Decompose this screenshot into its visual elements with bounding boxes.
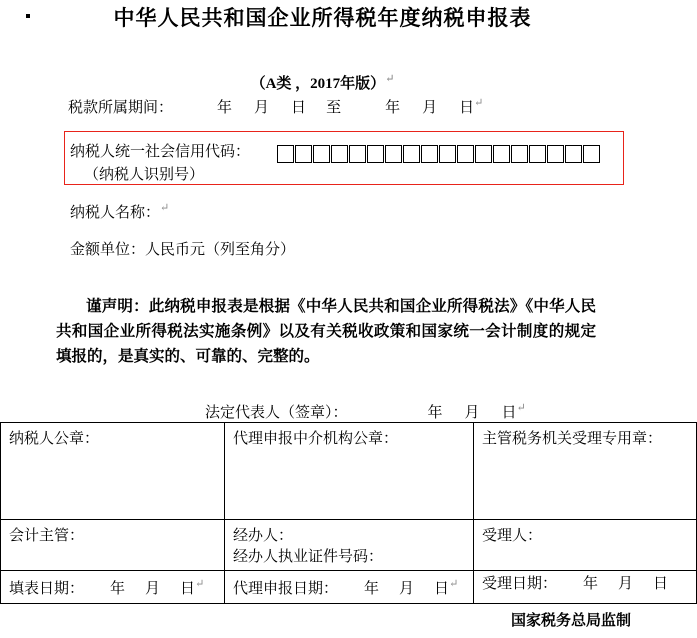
period-year-2: 年	[385, 100, 401, 116]
credit-code-label: 纳税人统一社会信用代码：	[70, 144, 251, 160]
cell-agent-date[interactable]	[225, 571, 474, 604]
acceptor-label: 受理人：	[482, 528, 543, 544]
agent-date-label: 代理申报日期：	[233, 581, 339, 597]
credit-code-cell[interactable]	[529, 145, 546, 163]
credit-code-cell[interactable]	[421, 145, 438, 163]
cell-accept-date[interactable]	[474, 571, 697, 604]
credit-code-cell[interactable]	[457, 145, 474, 163]
credit-code-cell[interactable]	[385, 145, 402, 163]
agent-date-day: 日	[434, 581, 450, 597]
taxpayer-name-text: 纳税人名称：	[70, 205, 161, 221]
accept-date-row	[482, 574, 688, 595]
cell-tax-authority-seal[interactable]	[474, 423, 697, 520]
fill-date-label: 填表日期：	[9, 581, 85, 597]
tax-authority-seal-label: 主管税务机关受理专用章：	[482, 431, 663, 447]
table-row	[1, 423, 697, 520]
agent-handler-license-label: 经办人执业证件号码：	[233, 549, 384, 565]
tax-period-label: 税款所属期间：	[68, 100, 174, 116]
accept-date-year: 年	[583, 576, 599, 592]
agent-date-month: 月	[399, 581, 415, 597]
period-to: 至	[326, 100, 342, 116]
paragraph-mark-icon: ↵	[516, 402, 526, 414]
taxpayer-seal-label: 纳税人公章：	[9, 431, 100, 447]
credit-code-cell[interactable]	[547, 145, 564, 163]
period-month-1: 月	[254, 100, 270, 116]
credit-code-cell[interactable]	[511, 145, 528, 163]
credit-code-cell[interactable]	[583, 145, 600, 163]
period-month-2: 月	[422, 100, 438, 116]
accept-date-day: 日	[653, 576, 669, 592]
credit-code-cell[interactable]	[277, 145, 294, 163]
accounting-supervisor-label: 会计主管：	[9, 528, 85, 544]
cell-agent-seal[interactable]	[225, 423, 474, 520]
paragraph-mark-icon: ↵	[160, 202, 170, 214]
legal-rep-month: 月	[464, 405, 480, 421]
agent-handler-label: 经办人：	[233, 528, 294, 544]
signature-table	[0, 422, 697, 604]
footer-issuer: 国家税务总局监制	[510, 613, 631, 629]
form-subtitle-text: （A类 ，2017年版）	[250, 76, 386, 92]
fill-date-row	[9, 574, 216, 600]
taxpayer-name-label	[70, 201, 169, 222]
amount-unit-label: 金额单位：人民币元（列至角分）	[70, 242, 296, 258]
credit-code-cell[interactable]	[403, 145, 420, 163]
subtitle-mark: ↵	[385, 73, 395, 85]
fill-date-year: 年	[110, 581, 126, 597]
period-year-1: 年	[217, 100, 233, 116]
credit-code-cell[interactable]	[367, 145, 384, 163]
cell-agent-handler[interactable]	[225, 520, 474, 571]
credit-code-cell[interactable]	[349, 145, 366, 163]
cell-acceptor[interactable]	[474, 520, 697, 571]
taxpayer-id-label: （纳税人识别号）	[84, 167, 205, 183]
accept-date-month: 月	[618, 576, 634, 592]
credit-code-cell[interactable]	[331, 145, 348, 163]
declaration-paragraph: 谨声明：此纳税申报表是根据《中华人民共和国企业所得税法》《中华人民共和国企业所得税法实施条例》以及有关税收政策和国家统一会计制度的规定填报的，是真实的、可靠的、完整的。	[56, 298, 596, 365]
legal-rep-day: 日	[501, 405, 517, 421]
legal-rep-year: 年	[427, 405, 443, 421]
page-title: 中华人民共和国企业所得税年度纳税申报表	[113, 6, 532, 30]
cell-fill-date[interactable]	[1, 571, 225, 604]
paragraph-mark-icon: ↵	[449, 578, 459, 590]
credit-code-cell[interactable]	[295, 145, 312, 163]
period-day-1: 日	[291, 100, 307, 116]
credit-code-cell[interactable]	[493, 145, 510, 163]
accept-date-label: 受理日期：	[482, 576, 558, 592]
cell-taxpayer-seal[interactable]	[1, 423, 225, 520]
tax-period-row	[68, 96, 483, 117]
fill-date-month: 月	[145, 581, 161, 597]
table-row	[1, 520, 697, 571]
credit-code-cell[interactable]	[313, 145, 330, 163]
agent-date-row	[233, 574, 465, 600]
table-row	[1, 571, 697, 604]
fill-date-day: 日	[180, 581, 196, 597]
credit-code-input-cells[interactable]	[277, 145, 600, 163]
credit-code-cell[interactable]	[439, 145, 456, 163]
agent-date-year: 年	[364, 581, 380, 597]
paragraph-mark-icon: ↵	[474, 97, 484, 109]
paragraph-mark-icon: ↵	[195, 578, 205, 590]
legal-representative-label: 法定代表人（签章）：	[205, 405, 348, 421]
legal-representative-row	[205, 401, 526, 422]
agent-seal-label: 代理申报中介机构公章：	[233, 431, 399, 447]
form-subtitle	[0, 72, 645, 93]
credit-code-cell[interactable]	[565, 145, 582, 163]
credit-code-cell[interactable]	[475, 145, 492, 163]
period-day-2: 日	[459, 100, 475, 116]
cell-accounting-supervisor[interactable]	[1, 520, 225, 571]
